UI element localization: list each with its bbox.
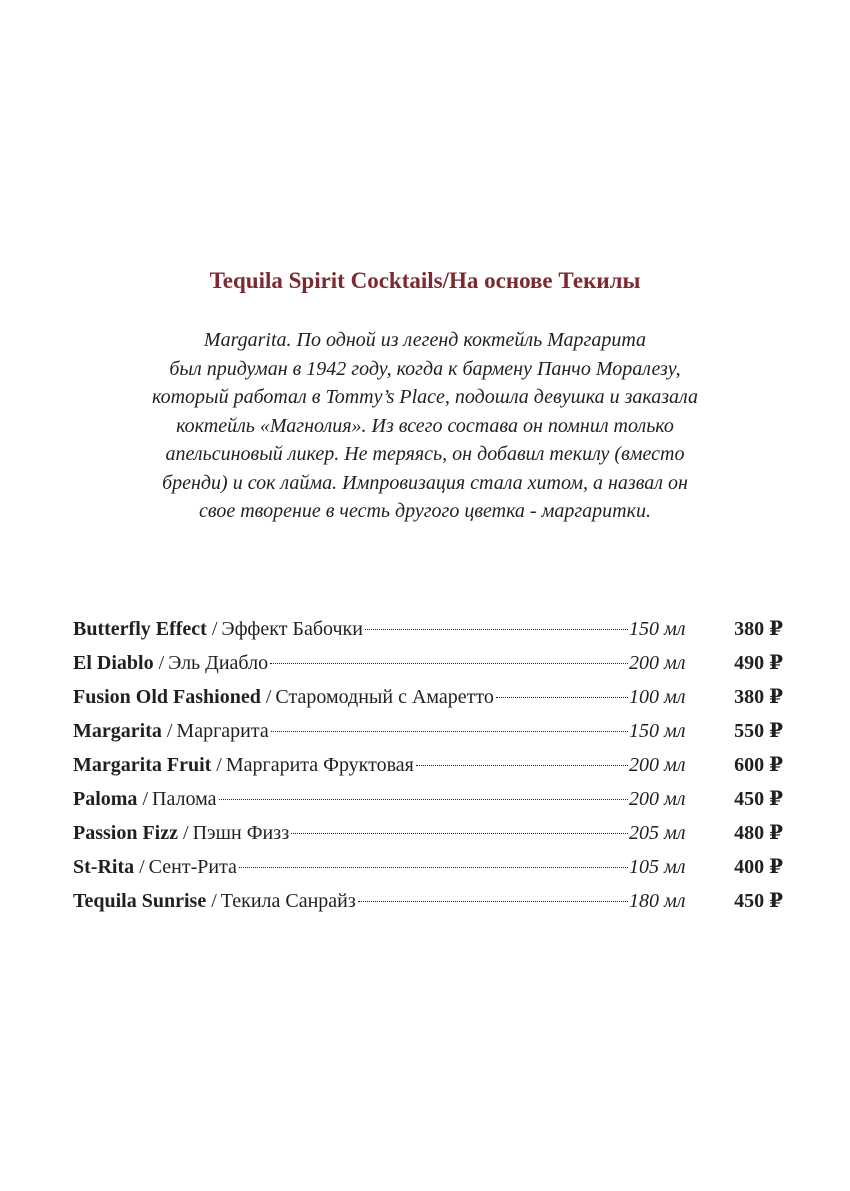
dot-leader xyxy=(219,799,629,800)
name-separator: / xyxy=(211,890,217,912)
menu-item-margarita-fruit xyxy=(73,750,783,784)
menu-item-name-en: St-Rita xyxy=(73,856,135,878)
menu-item-name-ru: Текила Санрайз xyxy=(220,890,356,912)
menu-item-volume: 205 мл xyxy=(629,822,686,844)
name-separator: / xyxy=(139,856,145,878)
menu-item-volume: 150 мл xyxy=(629,720,686,742)
dot-leader xyxy=(270,663,628,664)
menu-item-st-rita xyxy=(73,852,783,886)
name-separator: / xyxy=(166,720,173,742)
menu-item-name xyxy=(73,784,629,814)
menu-item-price: 380 ₽ xyxy=(734,618,783,640)
menu-item-name xyxy=(73,886,629,916)
dot-leader xyxy=(365,629,628,630)
name-separator: / xyxy=(265,686,272,708)
menu-item-name-ru: Эффект Бабочки xyxy=(221,618,363,640)
menu-item-price: 490 ₽ xyxy=(734,652,783,674)
menu-item-name-ru: Старомодный с Амаретто xyxy=(275,686,494,708)
dot-leader xyxy=(416,765,628,766)
menu-item-volume: 200 мл xyxy=(629,788,686,810)
menu-item-name-en: Margarita Fruit xyxy=(73,754,212,776)
menu-item-volume: 100 мл xyxy=(629,686,686,708)
intro-paragraph xyxy=(75,326,775,526)
menu-item-name xyxy=(73,852,629,882)
menu-item-name-en: Tequila Sunrise xyxy=(73,890,207,912)
menu-item-name-ru: Палома xyxy=(152,788,217,810)
menu-item-name-ru: Пэшн Физз xyxy=(192,822,290,844)
intro-line: был придуман в 1942 году, когда к бармену Панчо Моралезу, xyxy=(169,357,681,380)
menu-item-volume: 200 мл xyxy=(629,754,686,776)
menu-item-name-en: Butterfly Effect xyxy=(73,618,207,640)
intro-line: который работал в Tommy’s Place, подошла девушка и заказала xyxy=(151,386,698,408)
dot-leader xyxy=(291,833,628,834)
menu-item-volume: 150 мл xyxy=(629,618,686,640)
name-separator: / xyxy=(211,618,218,640)
menu-item-price: 600 ₽ xyxy=(734,754,783,776)
dot-leader xyxy=(271,731,628,732)
menu-item-name-en: Passion Fizz xyxy=(73,822,178,844)
menu-item-name xyxy=(73,682,629,712)
dot-leader xyxy=(239,867,628,868)
intro-line: апельсиновый ликер. Не теряясь, он добавил текилу (вместо xyxy=(165,443,685,465)
intro-line: бренди) и сок лайма. Импровизация стала хитом, а назвал он xyxy=(162,471,688,494)
section-title: Tequila Spirit Cocktails/На основе Текилы xyxy=(209,268,641,293)
menu-item-price: 380 ₽ xyxy=(734,686,783,708)
menu-item-paloma xyxy=(73,784,783,818)
name-separator: / xyxy=(158,652,165,674)
menu-item-name xyxy=(73,716,629,746)
menu-item-price: 550 ₽ xyxy=(734,720,783,742)
intro-line: свое творение в честь другого цветка - маргаритки. xyxy=(199,500,651,522)
menu-item-price: 450 ₽ xyxy=(734,890,783,912)
menu-item-price: 450 ₽ xyxy=(734,788,783,810)
dot-leader xyxy=(496,697,628,698)
menu-item-passion-fizz xyxy=(73,818,783,852)
menu-item-tequila-sunrise xyxy=(73,886,783,920)
menu-item-volume: 200 мл xyxy=(629,652,686,674)
menu-item-name-ru: Маргарита xyxy=(176,720,269,742)
menu-item-price: 480 ₽ xyxy=(734,822,783,844)
menu-item-name-en: Paloma xyxy=(73,788,138,810)
dot-leader xyxy=(358,901,628,902)
menu-item-name xyxy=(73,648,629,678)
menu-item-name-en: El Diablo xyxy=(73,652,154,674)
menu-item-volume: 105 мл xyxy=(629,856,686,878)
menu-item-name-en: Margarita xyxy=(73,720,162,742)
menu-item-name xyxy=(73,614,629,644)
menu-item-margarita xyxy=(73,716,783,750)
menu-list xyxy=(73,614,783,920)
menu-item-name-ru: Сент-Рита xyxy=(148,856,237,878)
menu-item-name xyxy=(73,818,629,848)
menu-item-price: 400 ₽ xyxy=(734,856,783,878)
name-separator: / xyxy=(183,822,189,844)
name-separator: / xyxy=(142,788,148,810)
menu-item-name-ru: Маргарита Фруктовая xyxy=(225,754,414,776)
menu-item-butterfly-effect xyxy=(73,614,783,648)
menu-item-volume: 180 мл xyxy=(629,890,686,912)
menu-item-name-en: Fusion Old Fashioned xyxy=(73,686,261,708)
intro-line: Margarita. По одной из легенд коктейль Маргарита xyxy=(203,329,647,351)
name-separator: / xyxy=(216,754,222,776)
menu-item-name-ru: Эль Диабло xyxy=(168,652,269,674)
menu-item-name xyxy=(73,750,629,780)
menu-item-el-diablo xyxy=(73,648,783,682)
intro-line: коктейль «Магнолия». Из всего состава он помнил только xyxy=(176,414,674,437)
menu-item-fusion-old-fashioned xyxy=(73,682,783,716)
